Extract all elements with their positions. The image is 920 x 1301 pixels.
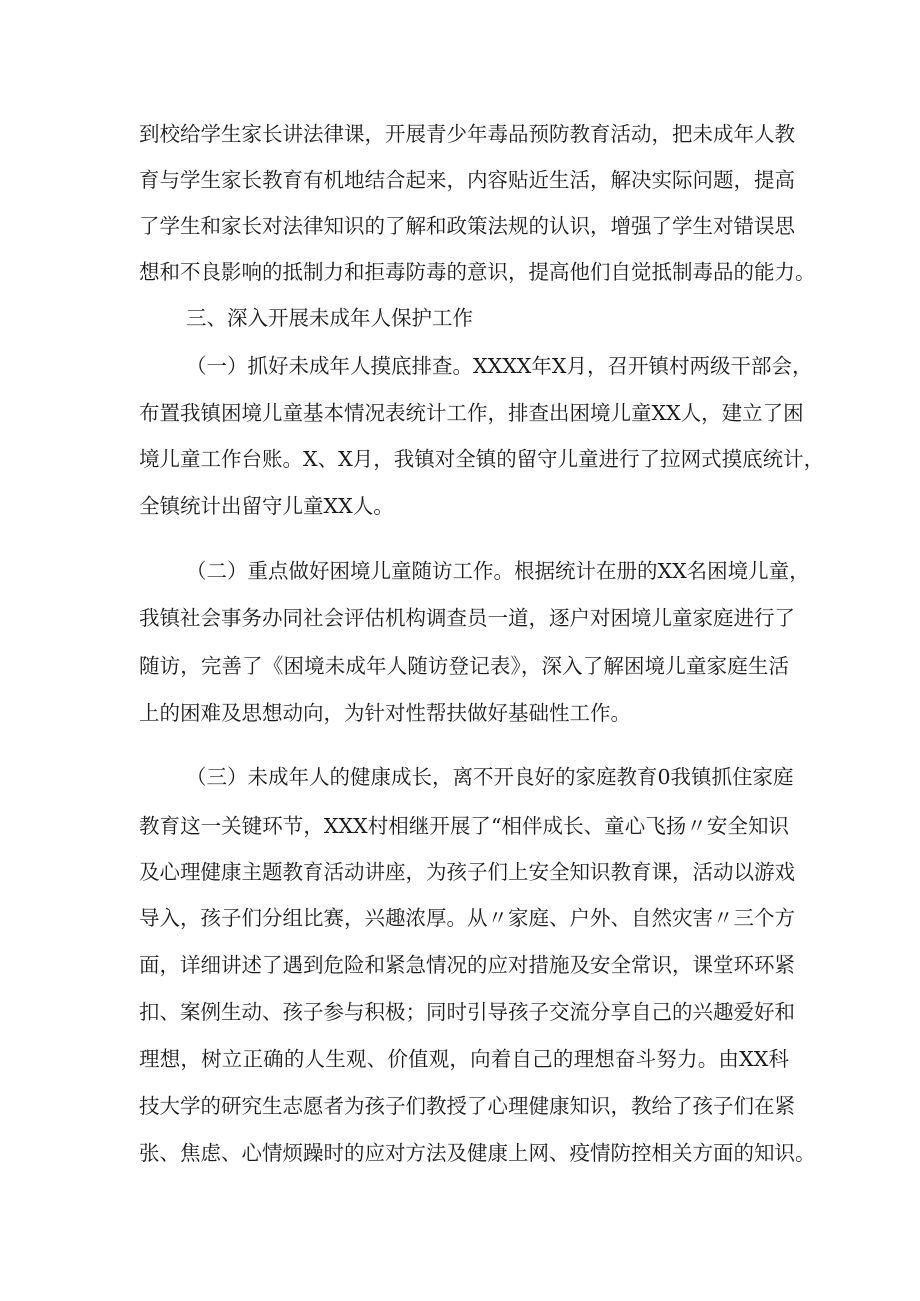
text-line: 技大学的研究生志愿者为孩子们教授了心理健康知识，教给了孩子们在紧 [139, 1094, 795, 1118]
text-line: 布置我镇困境儿童基本情况表统计工作，排查出困境儿童XX人，建立了困 [139, 401, 804, 425]
text-line: 了学生和家长对法律知识的了解和政策法规的认识，增强了学生对错误思 [139, 214, 795, 238]
text-line: 理想，树立正确的人生观、价值观，向着自己的理想奋斗努力。由XX科 [139, 1047, 789, 1071]
text-line: 全镇统计出留守儿童XX人。 [139, 494, 394, 518]
text-line: 导入，孩子们分组比赛，兴趣浓厚。从〃家庭、户外、自然灾害〃三个方 [139, 906, 795, 930]
text-line: 到校给学生家长讲法律课，开展青少年毒品预防教育活动，把未成年人教 [139, 122, 795, 146]
text-line: 面，详细讲述了遇到危险和紧急情况的应对措施及安全常识，课堂环环紧 [139, 953, 795, 977]
text-line: 教育这一关键环节，XXX村相继开展了“相伴成长、童心飞扬〃安全知识 [139, 814, 789, 838]
text-line: 上的困难及思想动向，为针对性帮扶做好基础性工作。 [139, 701, 631, 725]
section-heading: 三、深入开展未成年人保护工作 [186, 306, 473, 330]
text-line: 境儿童工作台账。X、X月，我镇对全镇的留守儿童进行了拉网式摸底统计， [139, 447, 825, 471]
text-line: 及心理健康主题教育活动讲座，为孩子们上安全知识教育课，活动以游戏 [139, 860, 795, 884]
text-line: （三）未成年人的健康成长，离不开良好的家庭教育0我镇抓住家庭 [186, 765, 794, 789]
text-line: （二）重点做好困境儿童随访工作。根据统计在册的XX名困境儿童， [186, 559, 810, 583]
text-line: 扣、案例生动、孩子参与积极；同时引导孩子交流分享自己的兴趣爱好和 [139, 1000, 795, 1024]
text-line: 随访，完善了《困境未成年人随访登记表》，深入了解困境儿童家庭生活 [139, 654, 789, 678]
text-line: 我镇社会事务办同社会评估机构调查员一道，逐户对困境儿童家庭进行了 [139, 606, 795, 630]
text-line: 张、焦虑、心情烦躁时的应对方法及健康上网、疫情防控相关方面的知识。 [139, 1141, 816, 1165]
text-line: 育与学生家长教育有机地结合起来，内容贴近生活，解决实际问题，提高 [139, 168, 795, 192]
text-line: （一）抓好未成年人摸底排查。XXXX年X月，召开镇村两级干部会， [186, 354, 813, 378]
text-line: 想和不良影响的抵制力和拒毒防毒的意识，提高他们自觉抵制毒品的能力。 [139, 260, 816, 284]
